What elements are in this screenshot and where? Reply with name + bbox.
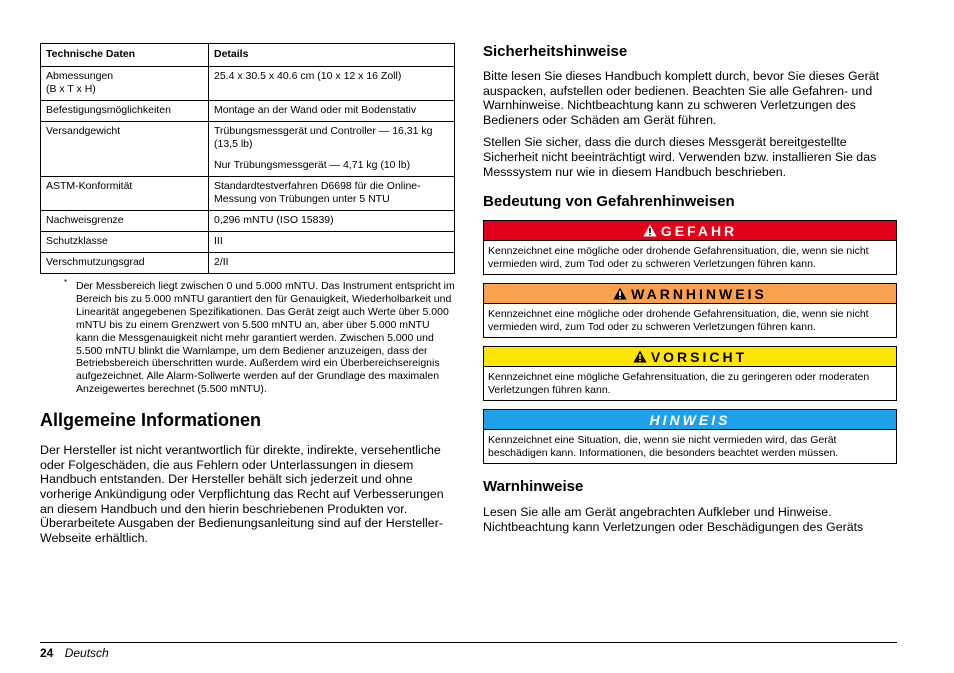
general-info-heading: Allgemeine Informationen (40, 410, 262, 431)
page-footer (40, 642, 897, 660)
spec-detail: Standardtestverfahren D6698 für die Online-Messung von Trübungen unter 5 NTU (214, 180, 421, 205)
hazard-box-warnhinweis (483, 283, 897, 338)
hazard-box-vorsicht (483, 346, 897, 401)
hazard-bar-hinweis (484, 410, 896, 430)
spec-details-cell (209, 67, 455, 101)
spec-detail: Trübungsmessgerät und Controller — 16,31 kg (13,5 lb) (214, 125, 433, 150)
hazard-box-hinweis (483, 409, 897, 464)
hazard-text-gefahr: Kennzeichnet eine mögliche oder drohende Gefahrensituation, die, wenn sie nicht vermieden wird, zum Tod oder zu schweren Verletzungen führen kann. (488, 245, 869, 271)
spec-details-cell (209, 101, 455, 122)
spec-label: Versandgewicht (46, 125, 121, 137)
spec-detail: 2/II (214, 256, 229, 268)
spec-detail: 0,296 mNTU (ISO 15839) (214, 214, 334, 226)
footnote (40, 280, 455, 396)
hazard-meaning-heading: Bedeutung von Gefahrenhinweisen (483, 193, 735, 211)
spec-label-cell (41, 67, 209, 101)
spec-label-cell (41, 177, 209, 211)
spec-label-cell (41, 211, 209, 232)
hazard-text-warnhinweis: Kennzeichnet eine mögliche oder drohende Gefahrensituation, die, wenn sie nicht vermieden wird, zum Tod oder zu schweren Verletzungen führen kann. (488, 308, 869, 334)
hazard-label-vorsicht: VORSICHT (650, 348, 748, 365)
table-row (41, 253, 455, 274)
spec-label-cell (41, 122, 209, 177)
table-row (41, 211, 455, 232)
safety-heading: Sicherheitshinweise (483, 43, 628, 60)
safety-paragraph-1: Bitte lesen Sie dieses Handbuch komplett durch, bevor Sie dieses Gerät auspacken, aufstellen oder bedienen. Beachten Sie alle Gefahren- und Warnhinweise. Nichtbeachtung kann zu schweren Verletzungen des Bedieners oder Schäden am Gerät führen. (483, 69, 880, 127)
spec-label: (B x T x H) (46, 83, 96, 95)
spec-detail: III (214, 235, 223, 247)
spec-label-cell (41, 101, 209, 122)
spec-detail: Nur Trübungsmessgerät — 4,71 kg (10 lb) (214, 159, 411, 171)
left-column (40, 43, 455, 545)
warning-triangle-icon (633, 350, 647, 363)
spec-table (40, 43, 455, 274)
table-row (41, 232, 455, 253)
spec-details-cell (209, 232, 455, 253)
spec-label-cell (41, 253, 209, 274)
hazard-label-gefahr: GEFAHR (660, 222, 738, 239)
footnote-text: Der Messbereich liegt zwischen 0 und 5.000 mNTU. Das Instrument entspricht im Bereich bis zu 5.000 mNTU garantiert den für Genauigkeit, Wiederholbarkeit und Linearität angegebenen Spezifikationen. Das Gerät zeigt auch Werte über 5.000 mNTU bis zu einem Grenzwert von 5.500 mNTU an, aber über 5.000 mNTU kann die Messgenauigkeit nicht mehr garantiert werden. Zwischen 5.000 und 5.500 mNTU blinkt die Warnlampe, um dem Bediener anzuzeigen, dass der Betriebsbereich überschritten wurde. Außerdem wird ein Überbereichsereignis aufgezeichnet. Alle Alarm-Sollwerte werden auf der Grundlage des maximalen Anzeigewertes berechnet (5.500 mNTU). (76, 280, 455, 396)
spec-label-cell (41, 232, 209, 253)
hazard-bar-warnhinweis (484, 284, 896, 304)
spec-label: Abmessungen (46, 70, 114, 82)
hazard-label-warnhinweis: WARNHINWEIS (631, 285, 767, 302)
table-row (41, 67, 455, 101)
warnings-heading: Warnhinweise (483, 478, 584, 496)
hazard-bar-gefahr (484, 221, 896, 241)
table-header-cell: Technische Daten (41, 44, 209, 67)
warning-triangle-icon (613, 287, 627, 300)
warnings-text: Lesen Sie alle am Gerät angebrachten Aufkleber und Hinweise. Nichtbeachtung kann Verletzungen oder Beschädigungen des Geräts (483, 505, 864, 534)
spec-label: Verschmutzungsgrad (46, 256, 145, 268)
spec-detail: Montage an der Wand oder mit Bodenstativ (214, 104, 417, 116)
spec-detail: 25.4 x 30.5 x 40.6 cm (10 x 12 x 16 Zoll) (214, 70, 402, 82)
spec-label: Nachweisgrenze (46, 214, 124, 226)
table-row (41, 177, 455, 211)
spec-details-cell (209, 177, 455, 211)
warning-triangle-icon (643, 224, 657, 237)
spec-label: Schutzklasse (46, 235, 108, 247)
footnote-mark: * (64, 278, 68, 287)
hazard-text-vorsicht: Kennzeichnet eine mögliche Gefahrensituation, die zu geringeren oder moderaten Verletzungen führen kann. (488, 371, 870, 397)
hazard-bar-vorsicht (484, 347, 896, 367)
spec-label: ASTM-Konformität (46, 180, 133, 192)
general-info-text: Der Hersteller ist nicht verantwortlich für direkte, indirekte, versehentliche oder Folgeschäden, die aus Fehlern oder Unterlassungen in diesem Handbuch entstanden. Der Hersteller behält sich jederzeit und ohne vorherige Ankündigung oder Verpflichtung das Recht auf Verbesserungen an diesem Handbuch und den hierin beschriebenen Produkten vor. Überarbeitete Ausgaben der Bedienungsanleitung sind auf der Hersteller-Webseite erhältlich. (40, 443, 444, 545)
right-column (483, 43, 897, 534)
safety-paragraph-2: Stellen Sie sicher, dass die durch dieses Messgerät bereitgestellte Sicherheit nicht beeinträchtigt wird. Verwenden bzw. installieren Sie das Messsystem nur wie in diesem Handbuch beschrieben. (483, 135, 877, 179)
hazard-label-hinweis: HINWEIS (649, 411, 731, 428)
spec-details-cell (209, 122, 455, 177)
hazard-text-hinweis: Kennzeichnet eine Situation, die, wenn sie nicht vermieden wird, das Gerät beschädigen kann. Informationen, die besonders beachtet werden müssen. (488, 434, 839, 460)
table-row (41, 101, 455, 122)
page-number: 24 (40, 646, 54, 660)
spec-details-cell (209, 253, 455, 274)
hazard-box-gefahr (483, 220, 897, 275)
table-header-cell: Details (209, 44, 455, 67)
footer-language: Deutsch (64, 646, 109, 660)
spec-details-cell (209, 211, 455, 232)
table-header-row (41, 44, 455, 67)
table-row (41, 122, 455, 177)
spec-label: Befestigungsmöglichkeiten (46, 104, 171, 116)
